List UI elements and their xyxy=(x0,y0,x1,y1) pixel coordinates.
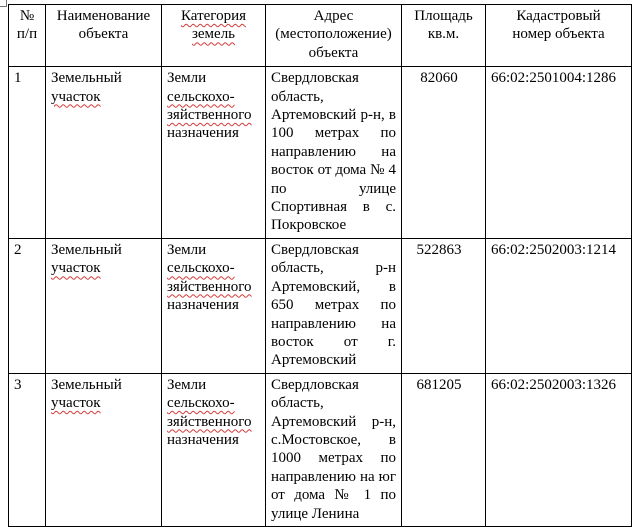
cadastral-number: 66:02:2502003:1214 xyxy=(491,241,617,258)
row-number: 2 xyxy=(14,241,22,258)
object-name-line2: участок xyxy=(51,88,101,105)
object-name-cell xyxy=(46,373,162,526)
land-category-cell xyxy=(162,238,266,373)
page-corner-mark xyxy=(0,0,7,7)
address-text: Свердловская область, Артемовский р-н, в 100 метрах по направлению на восток от дома № 4 по улице Спортивная в с. Покровское xyxy=(271,70,396,234)
address-text: Свердловская область, Артемовский р-н, с.Мостовское, в 1000 метрах по направлению на юг от дома № 1 по улице Ленина xyxy=(271,376,396,522)
object-name-line2: участок xyxy=(51,395,101,412)
header-area xyxy=(402,5,486,67)
address-cell xyxy=(266,67,402,239)
area-cell xyxy=(402,238,486,373)
land-category-line1: Земли xyxy=(167,70,207,87)
object-name-line1: Земельный xyxy=(51,376,122,393)
header-cadastral-line2: номер объекта xyxy=(512,26,605,43)
table-row xyxy=(9,238,632,373)
row-number-cell xyxy=(9,373,46,526)
header-number-line2: п/п xyxy=(16,26,38,43)
land-category-line3: зяйственного xyxy=(167,413,252,430)
header-name-line1: Наименование xyxy=(56,8,151,24)
header-category-line1: Категория xyxy=(181,8,246,24)
land-category-line1: Земли xyxy=(167,241,207,258)
header-address-line2: (местоположение) xyxy=(275,26,392,43)
area-cell xyxy=(402,373,486,526)
header-name-line2: объекта xyxy=(78,26,129,43)
address-cell xyxy=(266,238,402,373)
land-category-line2: сельскохо- xyxy=(167,260,235,277)
header-address-line3: объекта xyxy=(308,44,359,61)
cadastral-cell xyxy=(486,67,632,239)
table-row xyxy=(9,373,632,526)
header-cadastral xyxy=(486,5,632,67)
header-area-line2: кв.м. xyxy=(427,26,460,43)
address-cell xyxy=(266,373,402,526)
area-cell xyxy=(402,67,486,239)
area-value: 82060 xyxy=(420,70,458,87)
row-number: 3 xyxy=(14,376,22,393)
land-category-line4: назначения xyxy=(167,125,239,142)
header-name xyxy=(46,5,162,67)
land-category-line3: зяйственного xyxy=(167,107,252,124)
table-row xyxy=(9,67,632,239)
address-text: Свердловская область, р-н Артемовский, в 650 метрах по направлению на восток от г. Артемовский xyxy=(271,241,396,369)
land-category-line4: назначения xyxy=(167,431,239,448)
land-category-cell xyxy=(162,67,266,239)
header-category xyxy=(162,5,266,67)
cadastral-cell xyxy=(486,238,632,373)
area-value: 681205 xyxy=(416,376,462,393)
header-address xyxy=(266,5,402,67)
land-category-cell xyxy=(162,373,266,526)
land-category-line2: сельскохо- xyxy=(167,88,235,105)
header-area-line1: Площадь xyxy=(414,8,473,24)
area-value: 522863 xyxy=(416,241,462,258)
header-number-line1: № xyxy=(19,8,35,24)
header-cadastral-line1: Кадастровый xyxy=(516,8,601,24)
cadastral-cell xyxy=(486,373,632,526)
object-name-line1: Земельный xyxy=(51,241,122,258)
land-category-line4: назначения xyxy=(167,297,239,314)
object-name-line2: участок xyxy=(51,260,101,277)
header-category-line2: земель xyxy=(191,26,236,43)
cadastral-number: 66:02:2501004:1286 xyxy=(491,70,617,87)
object-name-cell xyxy=(46,67,162,239)
land-category-line3: зяйственного xyxy=(167,278,252,295)
header-address-line1: Адрес xyxy=(313,8,354,24)
land-category-line1: Земли xyxy=(167,376,207,393)
land-category-line2: сельскохо- xyxy=(167,395,235,412)
object-name-line1: Земельный xyxy=(51,70,122,87)
row-number-cell xyxy=(9,67,46,239)
cadastral-number: 66:02:2502003:1326 xyxy=(491,376,617,393)
row-number: 1 xyxy=(14,70,22,87)
table-header-row xyxy=(9,5,632,67)
object-name-cell xyxy=(46,238,162,373)
header-number xyxy=(9,5,46,67)
land-plots-table xyxy=(8,4,632,527)
row-number-cell xyxy=(9,238,46,373)
